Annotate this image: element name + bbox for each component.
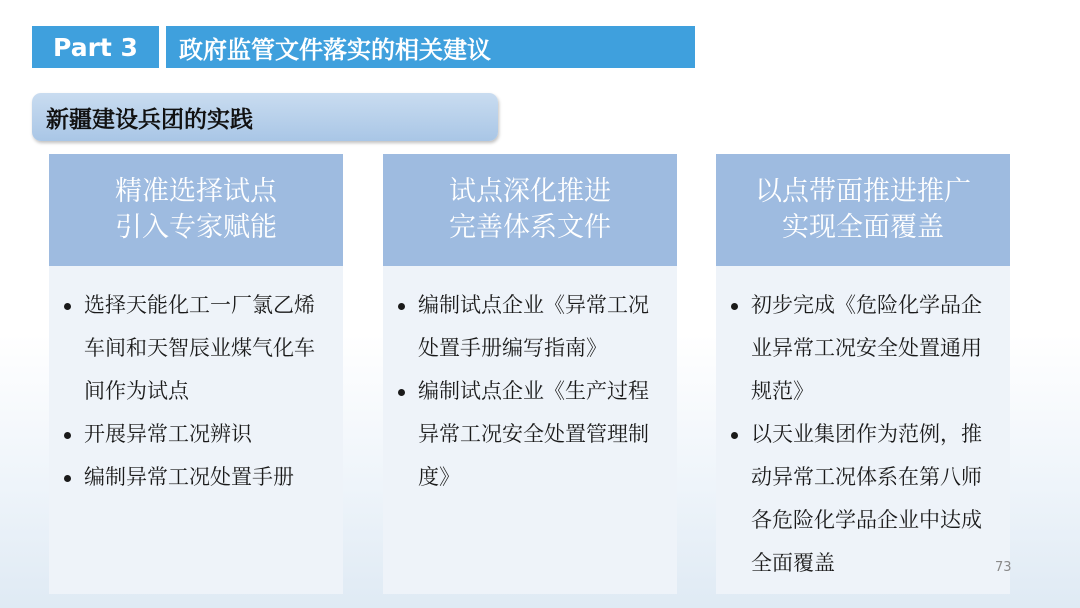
bullet-item: 编制试点企业《生产过程异常工况安全处置管理制度》 [396,370,655,499]
column-2-heading [383,154,677,266]
column-1-heading-line2: 引入专家赋能 [115,212,277,243]
column-3-body [716,266,1010,594]
bullet-item: 编制试点企业《异常工况处置手册编写指南》 [396,284,655,370]
column-3-heading-line2: 实现全面覆盖 [782,212,944,243]
part-label: Part 3 [32,26,159,68]
column-1-heading-line1: 精准选择试点 [115,176,277,207]
subtitle-bar [32,93,498,141]
column-2-heading-line2: 完善体系文件 [449,212,611,243]
bullet-item: 开展异常工况辨识 [62,413,333,456]
bullet-item: 编制异常工况处置手册 [62,456,333,499]
column-1-bullet-list [62,284,333,499]
section-title: 政府监管文件落实的相关建议 [166,26,695,68]
column-1-body [49,266,343,594]
bullet-item: 以天业集团作为范例，推动异常工况体系在第八师各危险化学品企业中达成全面覆盖 [729,413,988,585]
column-3 [716,154,1010,594]
column-1-heading [49,154,343,266]
column-2 [383,154,677,594]
column-3-bullet-list [729,284,1000,585]
column-1 [49,154,343,594]
column-3-heading [716,154,1010,266]
bullet-item: 选择天能化工一厂氯乙烯车间和天智辰业煤气化车间作为试点 [62,284,321,413]
subtitle-text: 新疆建设兵团的实践 [46,106,253,133]
column-3-heading-line1: 以点带面推进推广 [755,176,971,207]
column-2-bullet-list [396,284,667,499]
bullet-item: 初步完成《危险化学品企业异常工况安全处置通用规范》 [729,284,988,413]
column-2-heading-line1: 试点深化推进 [449,176,611,207]
page-number: 73 [995,560,1012,575]
column-2-body [383,266,677,594]
